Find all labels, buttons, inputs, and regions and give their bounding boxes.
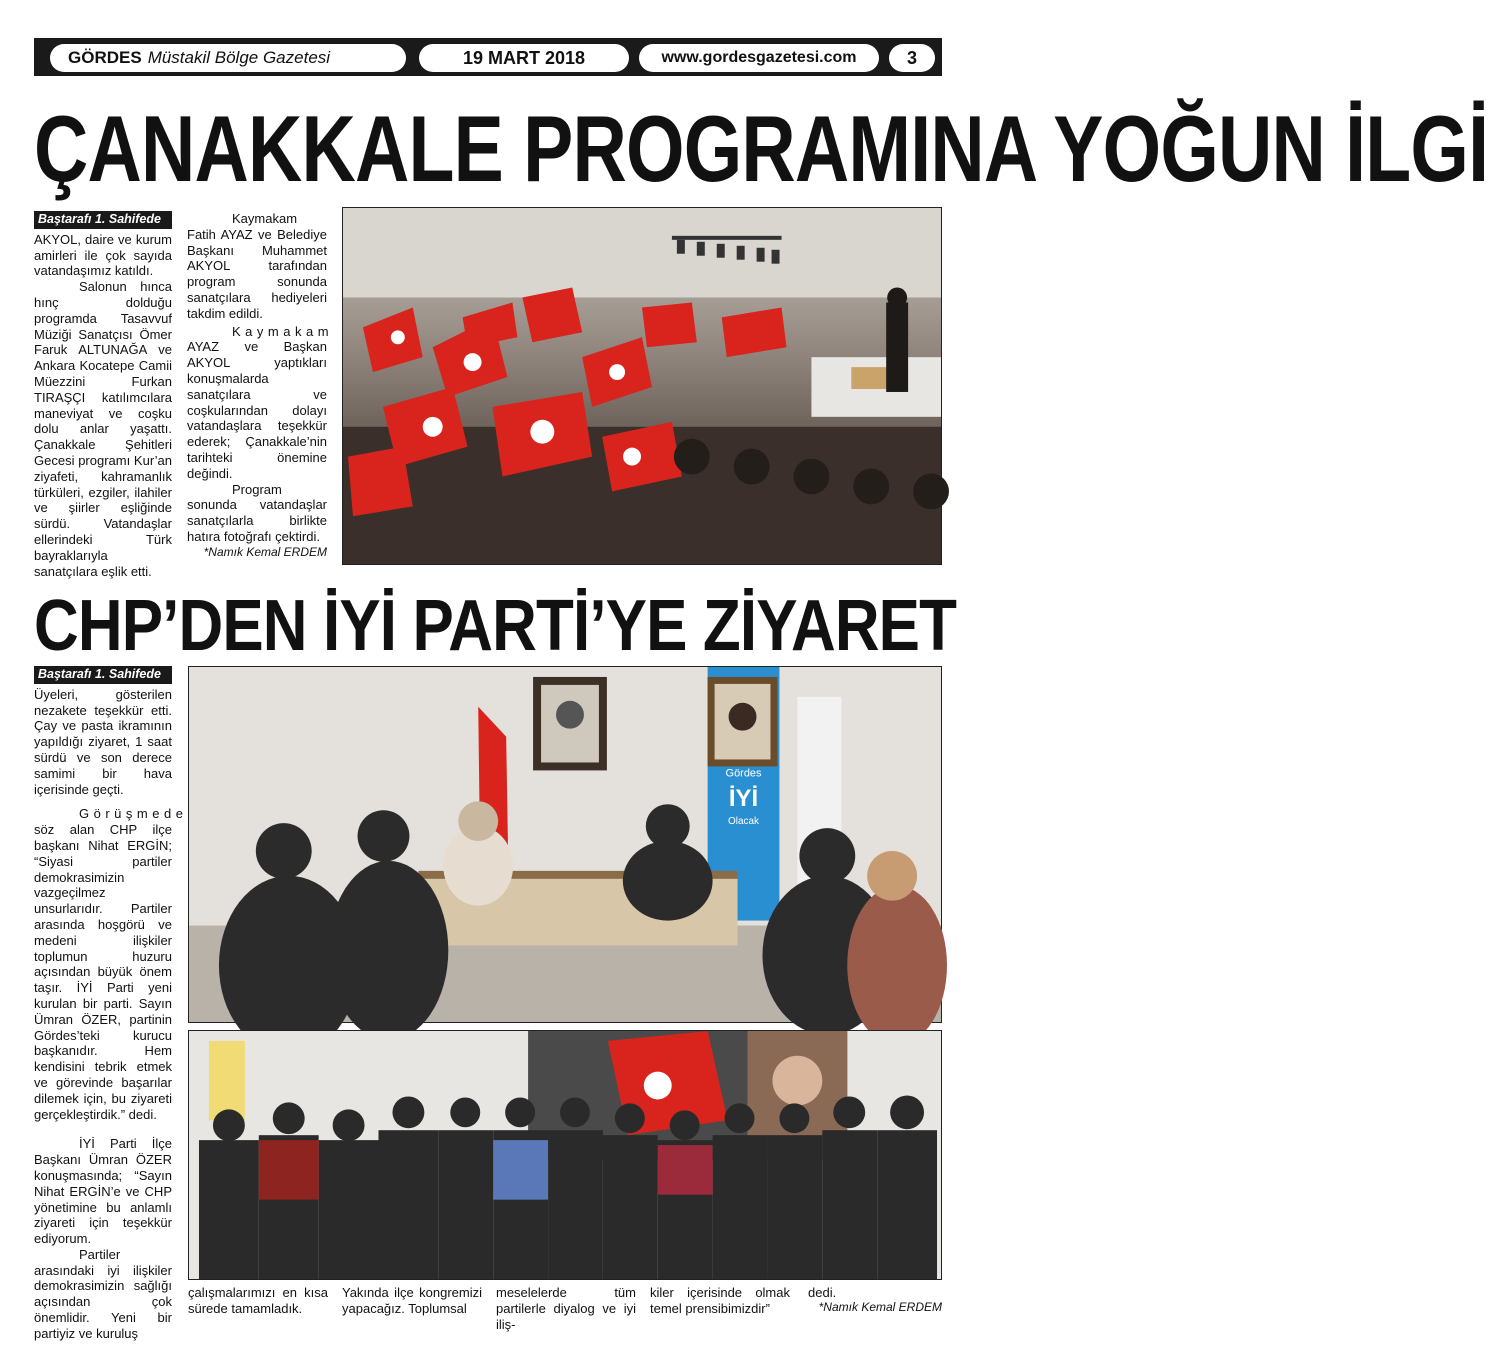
article1-signature: *Namık Kemal ERDEM — [203, 544, 327, 559]
article2-bottom-5: dedi. — [808, 1285, 837, 1300]
article1-p4a: Kaymakam — [232, 323, 334, 339]
meeting-photo — [188, 666, 942, 1023]
paper-subtitle: Müstakil Bölge Gazetesi — [147, 48, 331, 67]
article1-p2: Salonun hınca hınç dolduğu programda Tasavvuf Müziği Sanatçısı Ömer Faruk ALTUNAĞA ve Ankara Kocatepe Camii Müezzini Furkan TIRAŞÇI katılımcılara maneviyat ve coşku dolu anlar yaşattı. Çanakkale Şehitleri Gecesi programı Kur’an ziyafeti, kahramanlık türküleri, ezgiler, ilahiler ve şiirler eşliğinde sürdü. Vatandaşlar ellerindeki Türk bayraklarıyla sanatçılara eşlik etti. — [34, 279, 172, 579]
article2-bottom-3: meselelerde tüm partilerle diyalog ve iyi iliş- — [496, 1285, 636, 1332]
article1-p3: Kaymakam Fatih AYAZ ve Belediye Başkanı Muhammet AKYOL tarafından program sonunda sanatçılara hediyeleri takdim edildi. — [187, 211, 327, 321]
masthead-bar — [34, 38, 942, 76]
article2-signature: *Namık Kemal ERDEM — [818, 1300, 942, 1314]
article2-p1: Üyeleri, gösterilen nezakete teşekkür etti. Çay ve pasta ikramının yapıldığı ziyaret, 1 saat sürdü ve son derece samimi bir hava içerisinde geçti. — [34, 686, 172, 797]
article2-p3: İYİ Parti İlçe Başkanı Ümran ÖZER konuşmasında; “Sayın Nihat ERGİN’e ve CHP yönetimine bu anlamlı ziyareti için teşekkür ediyorum. — [34, 1136, 172, 1247]
poster-city: Gördes — [725, 767, 762, 780]
article2-p4: Partiler arasındaki iyi ilişkiler demokrasimizin sağlığı açısından çok önemlidir. Yeni bir partiyiz ve kuruluş — [34, 1246, 172, 1341]
article2-bottom-2: Yakında ilçe kongremizi yapacağız. Toplumsal — [342, 1285, 482, 1316]
article1-col1 — [34, 211, 172, 579]
article2-p2a: Görüşmede — [79, 806, 188, 822]
poster-iyi-2: İYİ — [728, 785, 759, 813]
article2-p2b: söz alan CHP ilçe başkanı Nihat ERGİN; “Siyasi partiler demokrasimizin vazgeçilmez unsurlarıdır. Partiler arasında hoşgörü ve medeni ilişkiler toplumun huzuru açısından büyük önem taşır. İYİ Parti yeni kurulan bir parti. Sayın Ümran ÖZER, partinin Gördes’teki kurucu başkanıdır. Hem kendisini tebrik etmek ve görevinde başarılar dilemek için, bu ziyareti gerçekleştirdik.” dedi. — [34, 822, 172, 1122]
paper-name: GÖRDES — [68, 48, 142, 67]
article2-col1 — [34, 666, 188, 1342]
headline-canakkale: ÇANAKKALE PROGRAMINA YOĞUN İLGİ — [34, 96, 1488, 201]
poster-slogan: Olacak — [728, 816, 760, 828]
article1-p1: AKYOL, daire ve kurum amirleri ile çok sayıda vatandaşımız katıldı. — [34, 231, 172, 279]
website-link[interactable]: www.gordesgazetesi.com — [639, 44, 879, 72]
article1-p5: Program sonunda vatandaşlar sanatçılarla birlikte hatıra fotoğrafı çektirdi. — [187, 481, 327, 544]
concert-photo — [342, 207, 942, 565]
masthead-title — [50, 44, 406, 72]
page-number: 3 — [889, 44, 935, 72]
article2-bottom-1: çalışmalarımızı en kısa sürede tamamladık. — [188, 1285, 328, 1316]
article1-kicker: Baştarafı 1. Sahifede — [34, 211, 172, 229]
article2-bottom-4: kiler içerisinde olmak temel prensibimizdir” — [650, 1285, 790, 1316]
group-photo — [188, 1030, 942, 1280]
headline-chp-visit: CHP’DEN İYİ PARTİ’YE ZİYARET — [34, 586, 957, 666]
article2-kicker: Baştarafı 1. Sahifede — [34, 666, 172, 684]
issue-date: 19 MART 2018 — [419, 44, 629, 72]
article1-p4b: AYAZ ve Başkan AKYOL yaptıkları konuşmalarda sanatçılara ve coşkularından dolayı vatandaşlara teşekkür ederek; Çanakkale’nin tarihteki önemine değindi. — [187, 339, 327, 481]
article1-col2 — [187, 211, 334, 561]
